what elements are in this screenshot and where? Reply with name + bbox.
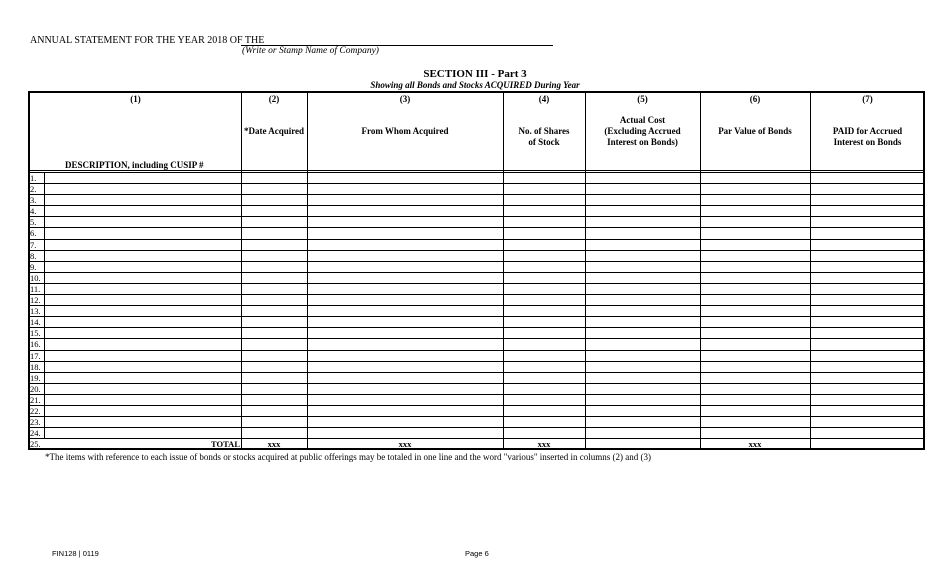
table-row[interactable] [28,184,925,195]
table-row[interactable] [28,262,925,273]
table-row[interactable] [28,228,925,239]
total-row[interactable] [28,439,925,450]
table-row[interactable] [28,373,925,384]
col4-label-line: of Stock [528,137,560,147]
col2-label: *Date Acquired [243,126,305,136]
row-number: 1. [30,173,37,183]
table-row[interactable] [28,240,925,251]
col5-label [585,115,700,148]
col4-label [503,126,585,148]
table-row[interactable] [28,428,925,439]
table-row[interactable] [28,351,925,362]
table-row[interactable] [28,417,925,428]
table-row[interactable] [28,384,925,395]
section-subtitle: Showing all Bonds and Stocks ACQUIRED During Year [370,80,580,90]
row-number: 3. [30,195,37,206]
row-number: 21. [30,394,41,405]
row-number: 18. [30,361,41,372]
col3-number: (3) [399,94,411,104]
row-number: 22. [30,405,41,416]
table-row[interactable] [28,273,925,284]
col5-label-line: (Excluding Accrued [604,126,681,136]
col4-label-line: No. of Shares [518,126,570,136]
row-number: 24. [30,428,41,439]
row-number: 17. [30,350,41,361]
table-row[interactable] [28,339,925,350]
table-row[interactable] [28,217,925,228]
table-row[interactable] [28,306,925,317]
statement-title: ANNUAL STATEMENT FOR THE YEAR 2018 OF THE [30,35,265,46]
total-date: xxx [267,439,281,450]
table-row[interactable] [28,317,925,328]
col4-number: (4) [538,94,550,104]
table-row[interactable] [28,295,925,306]
page-number: Page 6 [465,549,489,558]
company-name-caption: (Write or Stamp Name of Company) [242,46,379,56]
total-label: TOTAL [211,439,240,450]
row-number: 7. [30,239,37,250]
col5-number: (5) [637,94,648,104]
total-par-value: xxx [748,439,762,450]
row-number: 14. [30,317,41,328]
row-number: 12. [30,295,41,306]
col7-label-line: PAID for Accrued [832,126,903,136]
table-body [28,173,925,450]
row-number: 25. [30,439,41,450]
row-number: 4. [30,206,37,217]
total-shares: xxx [537,439,551,450]
row-number: 16. [30,339,41,350]
row-number: 9. [30,261,37,272]
row-number: 10. [30,272,41,283]
total-from-whom: xxx [398,439,412,450]
col3-label: From Whom Acquired [361,126,449,136]
col5-label-line: Interest on Bonds) [607,137,678,147]
table-row[interactable] [28,206,925,217]
row-number: 8. [30,250,37,261]
table-row[interactable] [28,195,925,206]
col5-label-line: Actual Cost [619,115,666,125]
row-number: 15. [30,328,41,339]
table-row[interactable] [28,362,925,373]
col6-label: Par Value of Bonds [718,126,792,136]
row-number: 6. [30,228,37,239]
row-number: 11. [30,283,41,294]
col6-number: (6) [749,94,761,104]
table-row[interactable] [28,395,925,406]
table-row[interactable] [28,406,925,417]
col1-number: (1) [130,94,141,104]
col7-label [810,126,925,148]
row-number: 23. [30,417,41,428]
col1-label: DESCRIPTION, including CUSIP # [65,160,204,170]
col7-number: (7) [862,94,873,104]
table-row[interactable] [28,173,925,184]
row-number: 19. [30,372,41,383]
footnote: *The items with reference to each issue of bonds or stocks acquired at public offerings may be totaled in one line and the word "various" inserted in columns (2) and (3) [45,452,652,462]
row-number: 2. [30,184,37,195]
table-row[interactable] [28,328,925,339]
section-title: SECTION III - Part 3 [423,68,527,80]
col7-label-line: Interest on Bonds [833,137,902,147]
table-row[interactable] [28,284,925,295]
col2-number: (2) [268,94,280,104]
row-number: 5. [30,217,37,228]
row-number: 13. [30,306,41,317]
table-row[interactable] [28,251,925,262]
row-number: 20. [30,383,41,394]
form-id: FIN128 | 0119 [52,549,99,558]
